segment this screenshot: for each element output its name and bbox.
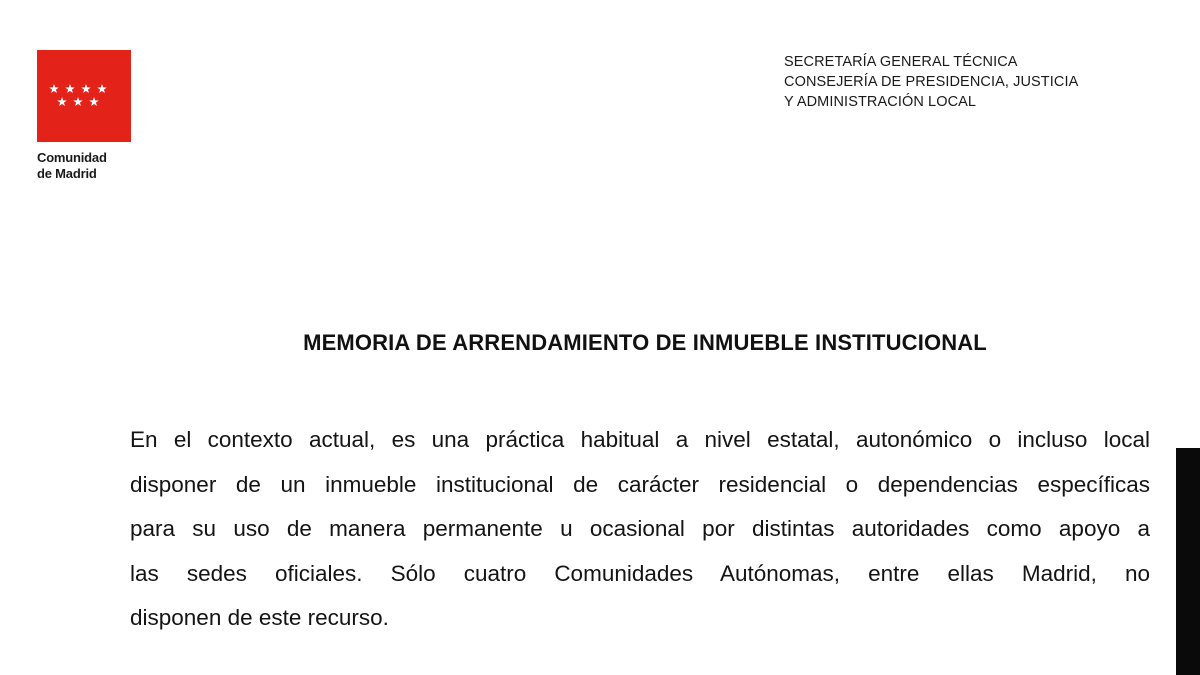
document-title: MEMORIA DE ARRENDAMIENTO DE INMUEBLE INSTITUCIONAL (303, 330, 987, 355)
office-line-1: SECRETARÍA GENERAL TÉCNICA (784, 54, 1018, 70)
paragraph-line: las sedes oficiales. Sólo cuatro Comunidades Autónomas, entre ellas Madrid, no (130, 560, 1150, 586)
intro-paragraph (130, 418, 1150, 641)
issuing-office-block (784, 52, 1164, 112)
logo-wordmark (37, 150, 147, 182)
paragraph-line: disponer de un inmueble institucional de carácter residencial o dependencias específicas (130, 471, 1150, 497)
paragraph-line: disponen de este recurso. (130, 605, 389, 630)
logo-line-1: Comunidad (37, 150, 107, 165)
paragraph-line: para su uso de manera permanente u ocasional por distintas autoridades como apoyo a (130, 516, 1150, 541)
office-line-2: CONSEJERÍA DE PRESIDENCIA, JUSTICIA (784, 74, 1079, 90)
scan-edge-shadow (1176, 448, 1200, 675)
logo-line-2: de Madrid (37, 166, 97, 181)
seven-stars-icon (37, 50, 131, 142)
paragraph-line: En el contexto actual, es una práctica habitual a nivel estatal, autonómico o incluso local (130, 427, 1150, 452)
comunidad-de-madrid-logo (37, 50, 131, 142)
office-line-3: Y ADMINISTRACIÓN LOCAL (784, 94, 977, 110)
